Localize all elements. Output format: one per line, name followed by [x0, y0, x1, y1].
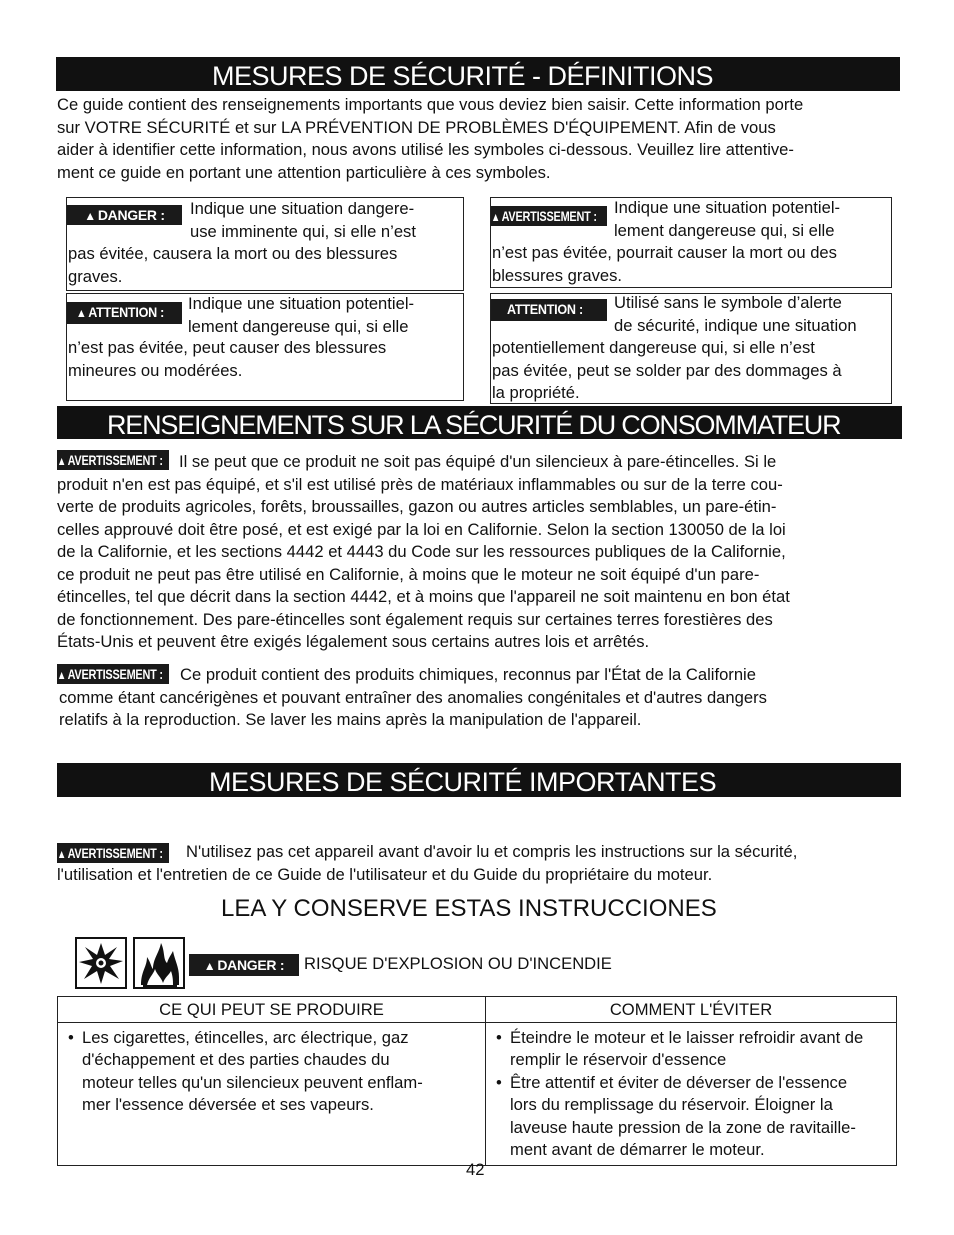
definition-text: mineures ou modérées. [68, 360, 243, 380]
warning-text: verte de produits agricoles, forêts, broussailles, gazon ou autres articles semblables, un pare-étin- [57, 497, 777, 516]
definition-text: graves. [68, 266, 123, 286]
table-cell [58, 1022, 486, 1165]
definition-text: Indique une situation dangere- [190, 199, 415, 218]
alert-triangle-icon: ▲ [57, 668, 67, 682]
definition-text: blessures graves. [492, 265, 623, 285]
avertissement-badge: ▲ AVERTISSEMENT : [57, 664, 169, 684]
section-banner-definitions [56, 57, 900, 91]
warning-text: Ce produit contient des produits chimiques, reconnus par l'État de la Californie [180, 665, 756, 684]
table-cell [486, 1022, 897, 1165]
section-title-definitions: MESURES DE SÉCURITÉ - DÉFINITIONS [212, 61, 714, 91]
definition-box-attention-plain [490, 293, 892, 404]
avertissement-badge: ▲ AVERTISSEMENT : [491, 206, 607, 226]
warning-text: États-Unis et peuvent être exigés légalement sous certains autres lois et arrêtés. [57, 632, 650, 651]
spark-arrester-warning [57, 451, 902, 654]
warning-text: Il se peut que ce produit ne soit pas équipé d'un silencieux à pare-étincelles. Si le [179, 452, 777, 471]
definition-text: la propriété. [492, 383, 580, 402]
definition-text: n’est pas évitée, peut causer des blessures [68, 338, 387, 357]
warning-text: de fonctionnement. Des pare-étincelles sont également requis sur certaines terres forestières des [57, 609, 773, 629]
intro-paragraph [57, 94, 902, 184]
fire-icon [133, 937, 185, 989]
definition-text: lement dangereuse qui, si elle [614, 220, 835, 240]
read-manual-warning [57, 841, 902, 886]
alert-triangle-icon: ▲ [491, 210, 501, 224]
intro-line: aider à identifier cette information, nous avons utilisé les symboles ci-dessous. Veuillez lire attentive- [57, 140, 794, 159]
list-item: • Être attentif et éviter de déverser de l'essence lors du remplissage du réservoir. Éloigner la laveuse haute pression de la zone de ravitaille- ment avant de démarrer le moteur. [496, 1072, 890, 1162]
chemical-warning [59, 664, 904, 732]
warning-text: de la Californie, et les sections 4442 et 4443 du Code sur les ressources publiques de la Californie, [57, 542, 786, 561]
alert-triangle-icon: ▲ [57, 454, 67, 468]
definition-box-attention-alert [66, 293, 464, 401]
danger-badge: ▲ DANGER : [67, 205, 182, 225]
warning-text: comme étant cancérigènes et pouvant entraîner des anomalies congénitales et d'autres dangers [59, 687, 767, 707]
section-title-consumer: RENSEIGNEMENTS SUR LA SÉCURITÉ DU CONSOMMATEUR [107, 410, 841, 439]
keep-instructions-heading: LEA Y CONSERVE ESTAS INSTRUCCIONES [221, 895, 717, 922]
table-header: COMMENT L'ÉVITER [486, 997, 897, 1023]
definition-text: potentiellement dangereuse qui, si elle n’est [492, 338, 815, 357]
warning-text: l'utilisation et l'entretien de ce Guide de l'utilisateur et du Guide du propriétaire du moteur. [57, 864, 713, 884]
list-item: • Éteindre le moteur et le laisser refroidir avant de remplir le réservoir d'essence [496, 1027, 890, 1072]
avertissement-badge: ▲ AVERTISSEMENT : [57, 843, 169, 863]
definition-box-avertissement [490, 197, 892, 288]
alert-triangle-icon: ▲ [57, 847, 67, 861]
hazard-title: RISQUE D'EXPLOSION OU D'INCENDIE [304, 954, 612, 973]
avertissement-badge: ▲ AVERTISSEMENT : [57, 450, 169, 470]
list-item: • Les cigarettes, étincelles, arc électrique, gaz d'échappement et des parties chaudes du moteur telles qu'un silencieux peuvent enflam- mer l'essence déversée et ses vapeurs. [68, 1027, 479, 1117]
intro-line: sur VOTRE SÉCURITÉ et sur LA PRÉVENTION DE PROBLÈMES D'ÉQUIPEMENT. Afin de vous [57, 117, 776, 137]
alert-triangle-icon: ▲ [203, 959, 216, 973]
intro-line: Ce guide contient des renseignements importants que vous deviez bien saisir. Cette information porte [57, 95, 804, 114]
warning-text: étincelles, tel que décrit dans la section 4442, et à moins que l'appareil ne soit maintenu en bon état [57, 587, 790, 606]
warning-text: relatifs à la reproduction. Se laver les mains après la manipulation de l'appareil. [59, 710, 642, 729]
explosion-icon [75, 937, 127, 989]
definition-text: de sécurité, indique une situation [614, 315, 857, 335]
definition-text: lement dangereuse qui, si elle [188, 316, 409, 336]
definition-text: pas évitée, peut se solder par des dommages à [492, 360, 842, 380]
warning-text: celles approuvé doit être posé, et est exigé par la loi en Californie. Selon la section 130050 de la loi [57, 519, 786, 539]
warning-text: produit n'en est pas équipé, et s'il est utilisé près de matériaux inflammables ou sur de la terre cou- [57, 474, 783, 494]
alert-triangle-icon: ▲ [84, 209, 96, 223]
definition-text: pas évitée, causera la mort ou des blessures [68, 244, 398, 263]
danger-badge: ▲ DANGER : [189, 954, 299, 976]
attention-badge: ▲ ATTENTION : [67, 302, 182, 324]
definition-text: Utilisé sans le symbole d’alerte [614, 293, 842, 312]
alert-triangle-icon: ▲ [75, 306, 86, 320]
definition-box-danger [66, 197, 464, 291]
page-number: 42 [466, 1160, 485, 1179]
table-header: CE QUI PEUT SE PRODUIRE [58, 997, 486, 1023]
attention-badge-plain: ATTENTION : [491, 299, 607, 321]
definition-text: n’est pas évitée, pourrait causer la mort ou des [492, 243, 837, 262]
definition-text: use imminente qui, si elle n’est [190, 221, 416, 241]
section-banner-consumer [57, 406, 902, 439]
hazard-table [57, 996, 897, 1166]
warning-text: ce produit ne peut pas être utilisé en Californie, à moins que le moteur ne soit équipé d'un pare- [57, 564, 760, 584]
intro-line: ment ce guide en portant une attention particulière à ces symboles. [57, 162, 551, 182]
definition-text: Indique une situation potentiel- [614, 198, 841, 217]
section-banner-important [57, 763, 901, 797]
section-title-important: MESURES DE SÉCURITÉ IMPORTANTES [209, 767, 717, 797]
warning-text: N'utilisez pas cet appareil avant d'avoir lu et compris les instructions sur la sécurité, [186, 842, 798, 861]
definition-text: Indique une situation potentiel- [188, 294, 415, 313]
